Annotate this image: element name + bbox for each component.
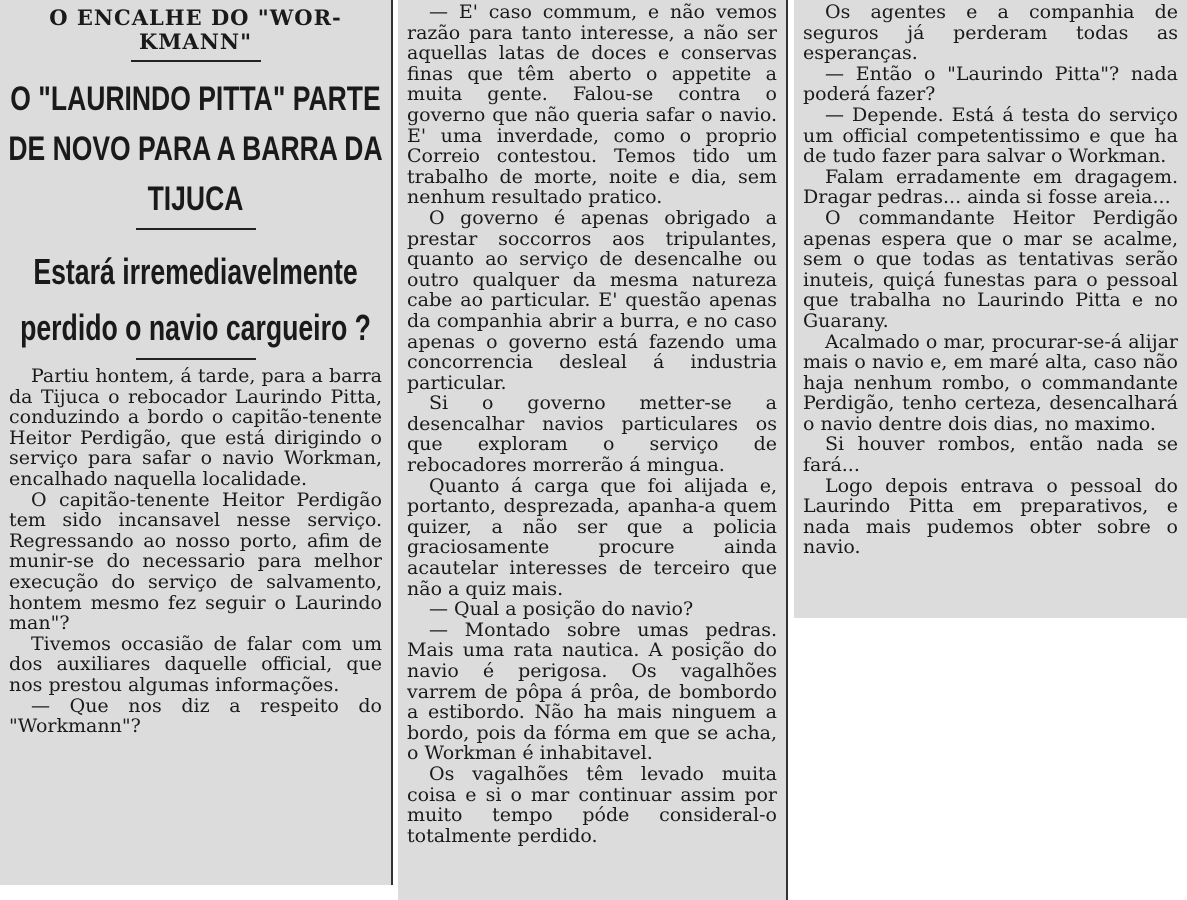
article-headline: O "LAURINDO PITTA" PARTE DE NOVO PARA A BARRA DA TIJUCA <box>8 80 383 218</box>
article-body-col2 <box>398 0 786 846</box>
divider-rule <box>136 358 256 360</box>
article-column-1 <box>0 0 393 885</box>
paragraph: Tivemos occasião de falar com um dos auxiliares daquelle official, que nos prestou algumas informações. <box>9 632 382 696</box>
paragraph: O commandante Heitor Perdigão apenas espera que o mar se acalme, sem o que todas as tentativas serão inuteis, quiçá funestas para o pessoal que trabalha no Laurindo Pitta e no Guarany. <box>803 206 1178 332</box>
paragraph: — Que nos diz a respeito do "Workmann"? <box>9 694 382 738</box>
paragraph: — Depende. Está á testa do serviço um official competentissimo e que ha de tudo fazer para salvar o Workman. <box>803 103 1178 168</box>
paragraph: Os vagalhões têm levado muita coisa e si o mar continuar assim por muito tempo póde consideral-o totalmente perdido. <box>407 762 777 847</box>
article-body-col1 <box>0 366 391 737</box>
article-column-2 <box>398 0 788 900</box>
divider-rule <box>136 228 256 230</box>
paragraph: Logo depois entrava o pessoal do Laurindo Pitta em preparativos, e nada mais pudemos obter sobre o navio. <box>803 474 1178 559</box>
article-kicker: O ENCALHE DO "WOR-KMANN" <box>49 5 342 54</box>
paragraph: O governo é apenas obrigado a prestar soccorros aos tripulantes, quanto ao serviço de desencalhe ou outro qualquer da mesma natureza cabe ao particular. E' questão apenas da companhia abrir a burra, e no caso apenas o governo está fazendo uma concorrencia desleal á industria particular. <box>407 206 777 394</box>
paragraph: Os agentes e a companhia de seguros já perderam todas as esperanças. <box>803 1 1178 65</box>
article-subhead: Estará irremediavelmente perdido o navio cargueiro ? <box>20 251 371 348</box>
paragraph: Falam erradamente em dragagem. Dragar pedras... ainda si fosse areia... <box>803 165 1178 209</box>
article-body-col3 <box>794 0 1187 558</box>
paragraph: O capitão-tenente Heitor Perdigão tem sido incansavel nesse serviço. Regressando ao nosso porto, afim de munir-se do necessario para melhor execução do serviço de salvamento, hontem mesmo fez seguir o Laurindo man"? <box>9 488 382 635</box>
article-column-3 <box>794 0 1187 618</box>
paragraph: Quanto á carga que foi alijada e, portanto, desprezada, apanha-a quem quizer, a não ser que a policia graciosamente procure ainda acautelar interesses de terceiro que não a quiz mais. <box>407 474 777 600</box>
paragraph: Partiu hontem, á tarde, para a barra da Tijuca o rebocador Laurindo Pitta, conduzindo a bordo o capitão-tenente Heitor Perdigão, que está dirigindo o serviço para safar o navio Workman, encalhado naquella localidade. <box>9 365 382 490</box>
paragraph: Acalmado o mar, procurar-se-á alijar mais o navio e, em maré alta, caso não haja nenhum rombo, o commandante Perdigão, tenho certeza, desencalhará o navio dentre dois dias, no maximo. <box>803 330 1178 435</box>
paragraph: — Qual a posição do navio? <box>429 598 694 621</box>
paragraph: — Montado sobre umas pedras. Mais uma rata nautica. A posição do navio é perigosa. Os vagalhões varrem de pôpa á prôa, de bombordo a estibordo. Não ha mais ninguem a bordo, pois da fórma em que se acha, o Workman é inhabitavel. <box>407 618 777 765</box>
paragraph: — E' caso commum, e não vemos razão para tanto interesse, a não ser aquellas latas de doces e conservas finas que têm aberto o appetite a muita gente. Falou-se contra o governo que não queria safar o navio. E' uma inverdade, como o proprio Correio contestou. Temos tido um trabalho de morte, noite e dia, sem nenhum resultado pratico. <box>407 1 777 209</box>
paragraph: Si o governo metter-se a desencalhar navios particulares os que exploram o serviço de rebocadores morrerão á mingua. <box>407 392 777 477</box>
divider-rule <box>131 60 261 62</box>
paragraph: Si houver rombos, então nada se fará... <box>803 433 1178 477</box>
paragraph: — Então o "Laurindo Pitta"? nada poderá fazer? <box>803 62 1178 106</box>
